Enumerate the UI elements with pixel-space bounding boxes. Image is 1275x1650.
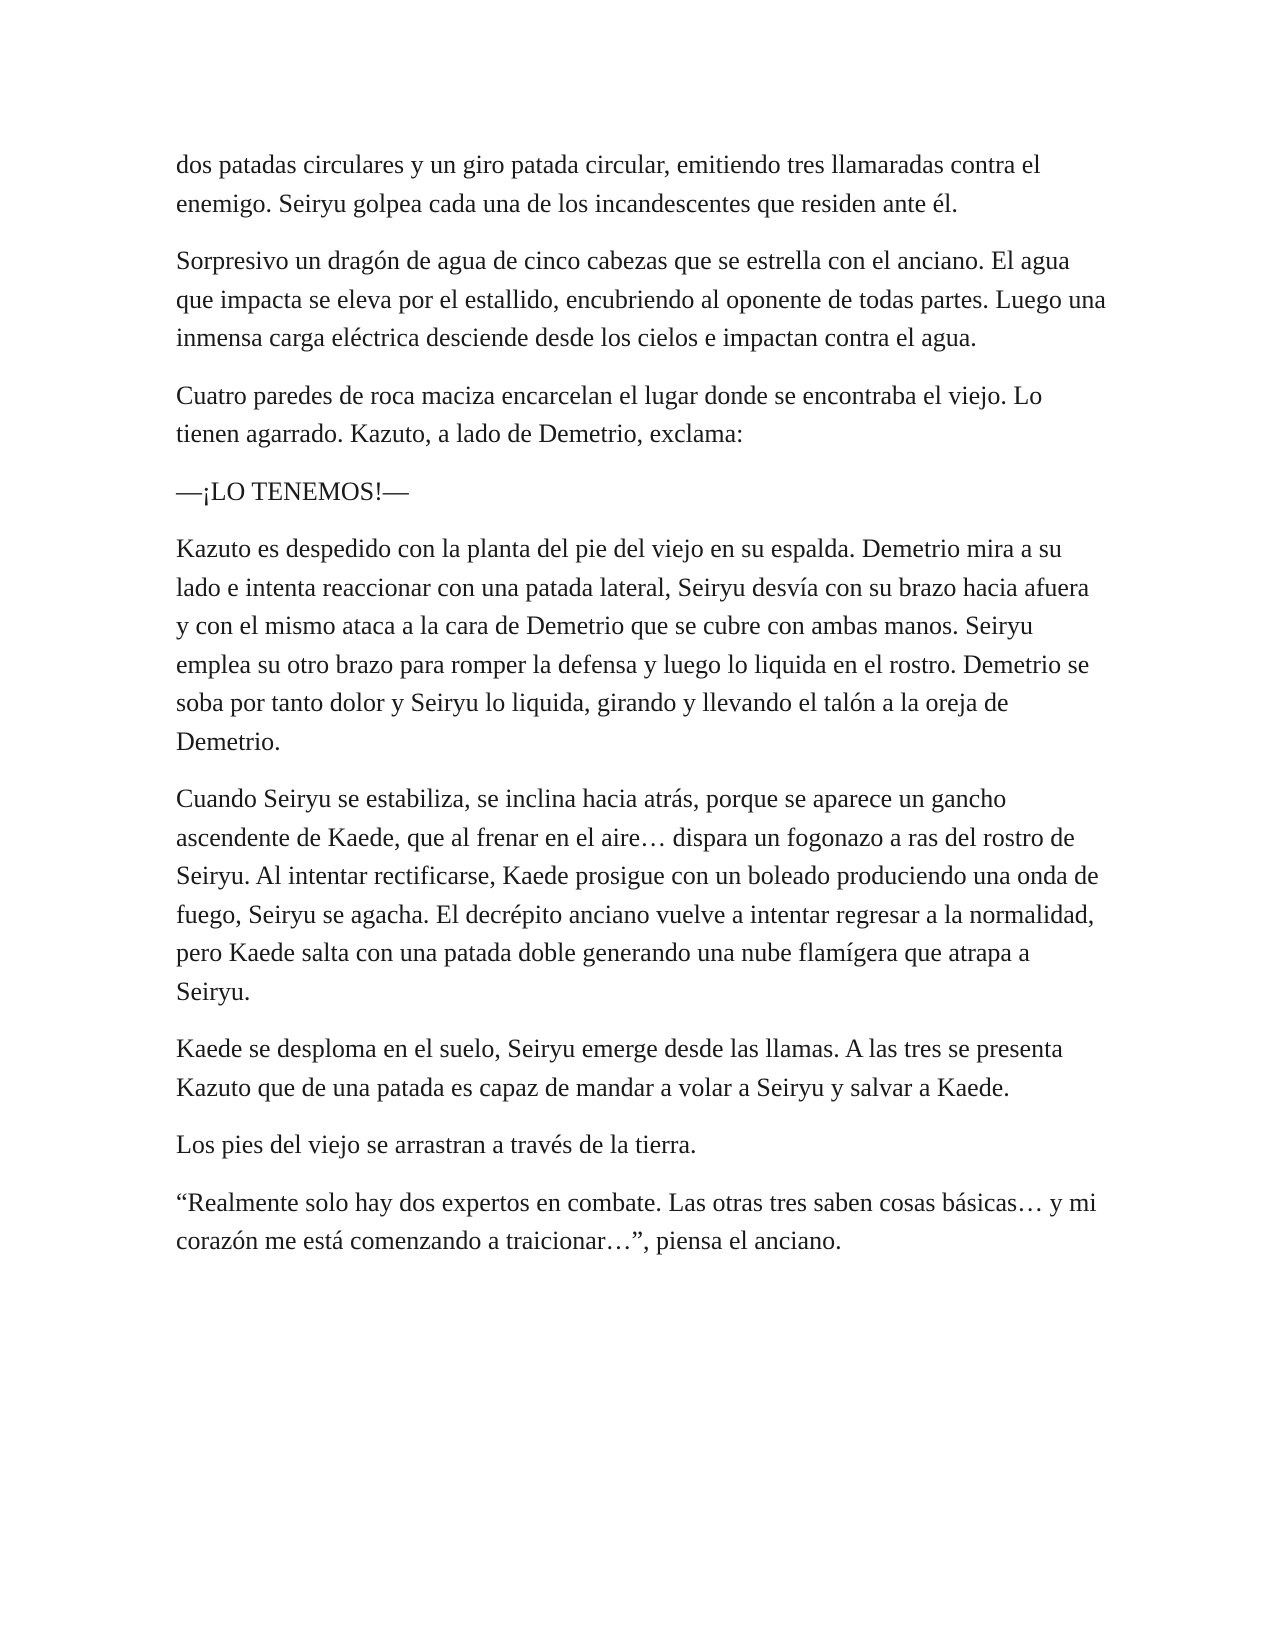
paragraph: Cuando Seiryu se estabiliza, se inclina hacia atrás, porque se aparece un gancho ascendente de Kaede, que al frenar en el aire… dispara un fogonazo a ras del rostro de Seiryu. Al intentar rectificarse, Kaede prosigue con un boleado produciendo una onda de fuego, Seiryu se agacha. El decrépito anciano vuelve a intentar regresar a la normalidad, pero Kaede salta con una patada doble generando una nube flamígera que atrapa a Seiryu.: [176, 784, 1099, 1006]
paragraph: Los pies del viejo se arrastran a través de la tierra.: [176, 1130, 697, 1159]
paragraph: Kaede se desploma en el suelo, Seiryu emerge desde las llamas. A las tres se presenta Kazuto que de una patada es capaz de mandar a volar a Seiryu y salvar a Kaede.: [176, 1034, 1063, 1102]
thought-paragraph: “Realmente solo hay dos expertos en combate. Las otras tres saben cosas básicas… y mi corazón me está comenzando a traicionar…”, piensa el anciano.: [176, 1187, 1097, 1255]
paragraph: Kazuto es despedido con la planta del pie del viejo en su espalda. Demetrio mira a su lado e intenta reaccionar con una patada lateral, Seiryu desvía con su brazo hacia afuera y con el mismo ataca a la cara de Demetrio que se cubre con ambas manos. Seiryu emplea su otro brazo para romper la defensa y luego lo liquida en el rostro. Demetrio se soba por tanto dolor y Seiryu lo liquida, girando y llevando el talón a la oreja de Demetrio.: [176, 534, 1090, 756]
document-body: [176, 146, 1106, 1280]
paragraph: dos patadas circulares y un giro patada circular, emitiendo tres llamaradas contra el enemigo. Seiryu golpea cada una de los incandescentes que residen ante él.: [176, 150, 1041, 218]
paragraph: Sorpresivo un dragón de agua de cinco cabezas que se estrella con el anciano. El agua que impacta se eleva por el estallido, encubriendo al oponente de todas partes. Luego una inmensa carga eléctrica desciende desde los cielos e impactan contra el agua.: [176, 246, 1106, 352]
dialogue-line: —¡LO TENEMOS!—: [176, 476, 409, 506]
paragraph: Cuatro paredes de roca maciza encarcelan el lugar donde se encontraba el viejo. Lo tienen agarrado. Kazuto, a lado de Demetrio, exclama:: [176, 380, 1043, 448]
